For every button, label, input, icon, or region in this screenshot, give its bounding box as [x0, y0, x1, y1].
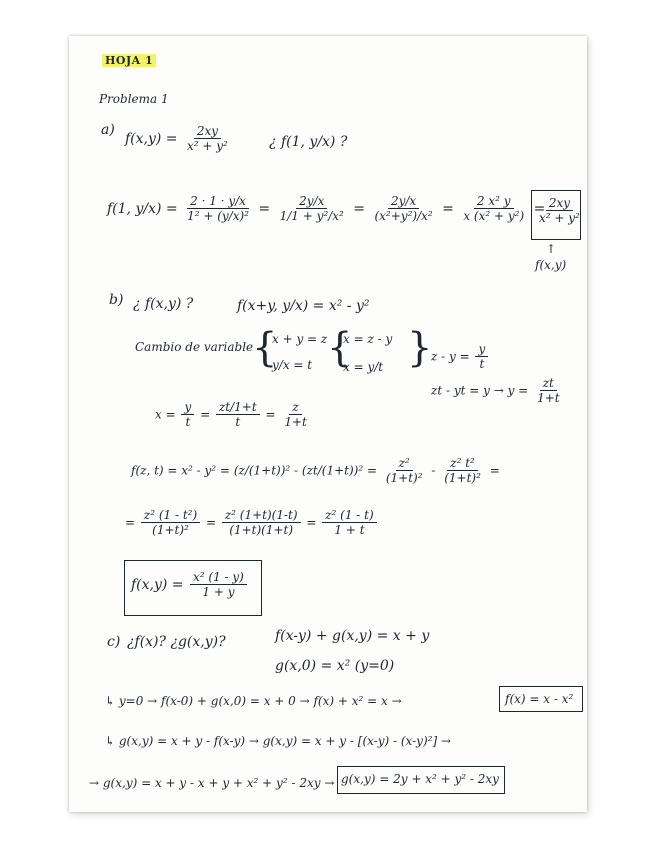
part-a-label: a) — [101, 122, 115, 138]
system2-b: x = y/t — [343, 360, 384, 374]
system1-a: x + y = z — [272, 332, 328, 346]
change-variable-label: Cambio de variable — [135, 340, 254, 354]
part-c-given: f(x-y) + g(x,y) = x + y — [275, 628, 430, 644]
system1-b: y/x = t — [272, 358, 313, 372]
sheet-tag: HOJA 1 — [102, 52, 156, 69]
part-a-result: $\frac{2xy}{\text{x² + y²}}$ — [539, 196, 580, 226]
arrow-up-icon: ↑ — [546, 242, 557, 256]
left-brace: { — [327, 325, 353, 371]
part-a-question: ¿ f(1, y/x) ? — [269, 134, 348, 150]
part-c-line-3: → g(x,y) = x + y - x + y + x² + y² - 2xy → — [89, 776, 335, 790]
part-c-line-2: ↳ g(x,y) = x + y - f(x-y) → g(x,y) = x + y - [(x-y) - (x-y)²] → — [105, 734, 451, 748]
solve-line-1: z - y = $\frac{y}{t}$ — [431, 342, 490, 372]
part-a-derivation: f(1, y/x) = $\frac{2 \cdot 1 \cdot y/x}{\text{1² + (y/x)²}}$ = $\frac{2y/x}{\text{1/1 + y²/x²}}$ = $\frac{2y/x}{\text{(x²+y²)/x²}}$ = $\frac{\text{2 x² y}}{\text{x (x² + y²)}}$ = — [107, 194, 546, 224]
system2-a: x = z - y — [343, 332, 393, 346]
part-c-question: ¿f(x)? ¿g(x,y)? — [127, 634, 226, 650]
part-b-result: f(x,y) = $\frac{\text{x² (1 - y)}}{1 + y}$ — [131, 570, 249, 600]
simplification: = $\frac{\text{z² (1 - t²)}}{\text{(1+t)²}}$ = $\frac{\text{z² (1+t)(1-t)}}{(1+t)(1+t)}$ = $\frac{\text{z² (1 - t)}}{1 + t}$ — [125, 508, 379, 538]
g-result: g(x,y) = 2y + x² + y² - 2xy — [341, 772, 499, 786]
solve-line-2: zt - yt = y → y = $\frac{zt}{1+t}$ — [431, 376, 560, 406]
part-b-label: b) — [109, 292, 124, 308]
part-b-question: ¿ f(x,y) ? — [133, 296, 194, 312]
f-expression: f(z, t) = x² - y² = (z/(1+t))² - (zt/(1+t))² = $\frac{\text{z²}}{\text{(1+t)²}}$ - $\frac{\text{z² t²}}{\text{(1+t)²}}$ = — [131, 456, 500, 486]
part-c-label: c) — [107, 634, 121, 650]
f-result: f(x) = x - x² — [505, 692, 574, 706]
left-brace: { — [252, 325, 278, 371]
part-a-result-note: f(x,y) — [535, 258, 567, 272]
part-b-given: f(x+y, y/x) = x² - y² — [237, 298, 370, 314]
x-substitution: x = $\frac{y}{t}$ = $\frac{zt/1+t}{t}$ = $\frac{z}{1+t}$ — [155, 400, 307, 430]
part-c-line-1: ↳ y=0 → f(x-0) + g(x,0) = x + 0 → f(x) + x² = x → — [105, 694, 402, 708]
notebook-sheet — [69, 36, 587, 812]
problem-title: Problema 1 — [99, 92, 169, 106]
part-c-given-2: g(x,0) = x² (y=0) — [275, 658, 395, 674]
right-brace: } — [407, 325, 433, 371]
part-a-given: f(x,y) = $\frac{2xy}{\text{x² + y²}}$ — [125, 124, 228, 154]
